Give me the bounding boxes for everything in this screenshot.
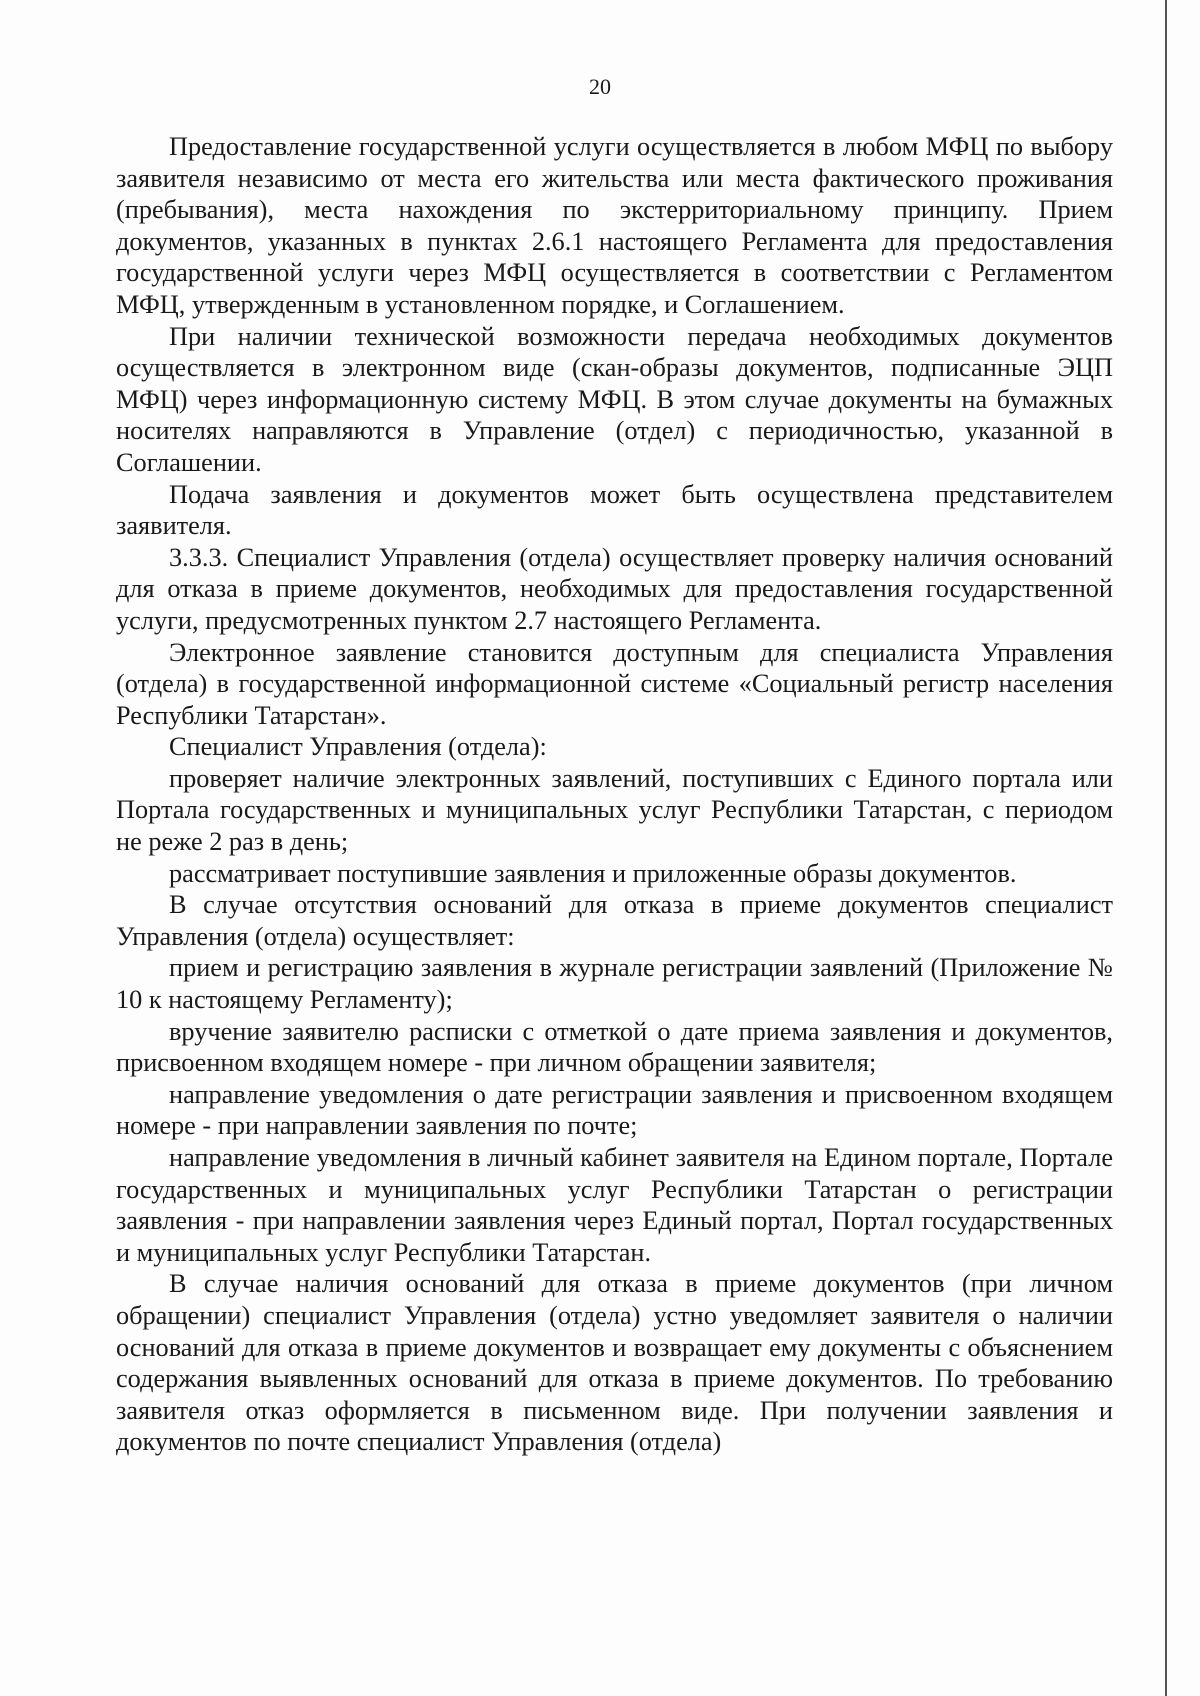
paragraph: При наличии технической возможности передача необходимых документов осуществляется в электронном виде (скан-образы документов, подписанные ЭЦП МФЦ) через информационную систему МФЦ. В этом случае документы на бумажных носителях направляются в Управление (отдел) с периодичностью, указанной в Соглашении.	[116, 321, 1113, 477]
paragraph: Предоставление государственной услуги осуществляется в любом МФЦ по выбору заявителя независимо от места его жительства или места фактического проживания (пребывания), места нахождения по экстерриториальному принципу. Прием документов, указанных в пунктах 2.6.1 настоящего Регламента для предоставления государственной услуги через МФЦ осуществляется в соответствии с Регламентом МФЦ, утвержденным в установленном порядке, и Соглашением.	[116, 132, 1113, 319]
paragraph: направление уведомления в личный кабинет заявителя на Едином портале, Портале государственных и муниципальных услуг Республики Татарстан о регистрации заявления - при направлении заявления через Единый портал, Портал государственных и муниципальных услуг Республики Татарстан.	[116, 1143, 1113, 1267]
document-body	[116, 131, 1113, 1458]
paragraph: прием и регистрацию заявления в журнале регистрации заявлений (Приложение № 10 к настоящему Регламенту);	[116, 953, 1113, 1015]
paragraph: Специалист Управления (отдела):	[169, 732, 547, 762]
page-number: 20	[589, 74, 611, 99]
paragraph: В случае отсутствия оснований для отказа в приеме документов специалист Управления (отдела) осуществляет:	[116, 890, 1113, 951]
paragraph: 3.3.3. Специалист Управления (отдела) осуществляет проверку наличия оснований для отказа в приеме документов, необходимых для предоставления государственной услуги, предусмотренных пунктом 2.7 настоящего Регламента.	[116, 542, 1113, 635]
paragraph: проверяет наличие электронных заявлений, поступивших с Единого портала или Портала государственных и муниципальных услуг Республики Татарстан, с периодом не реже 2 раз в день;	[116, 763, 1113, 857]
paragraph: Подача заявления и документов может быть осуществлена представителем заявителя.	[116, 479, 1113, 541]
paragraph: рассматривает поступившие заявления и приложенные образы документов.	[169, 858, 1017, 888]
paragraph: направление уведомления о дате регистрации заявления и присвоенном входящем номере - при направлении заявления по почте;	[116, 1079, 1113, 1141]
paragraph: Электронное заявление становится доступным для специалиста Управления (отдела) в государственной информационной системе «Социальный регистр населения Республики Татарстан».	[116, 637, 1113, 730]
paragraph: вручение заявителю расписки с отметкой о дате приема заявления и документов, присвоенном входящем номере - при личном обращении заявителя;	[116, 1016, 1113, 1078]
page-edge-line	[1165, 0, 1167, 1696]
paragraph: В случае наличия оснований для отказа в приеме документов (при личном обращении) специалист Управления (отдела) устно уведомляет заявителя о наличии оснований для отказа в приеме документов и возвращает ему документы с объяснением содержания выявленных оснований для отказа в приеме документов. По требованию заявителя отказ оформляется в письменном виде. При получении заявления и документов по почте специалист Управления (отдела)	[116, 1269, 1113, 1457]
